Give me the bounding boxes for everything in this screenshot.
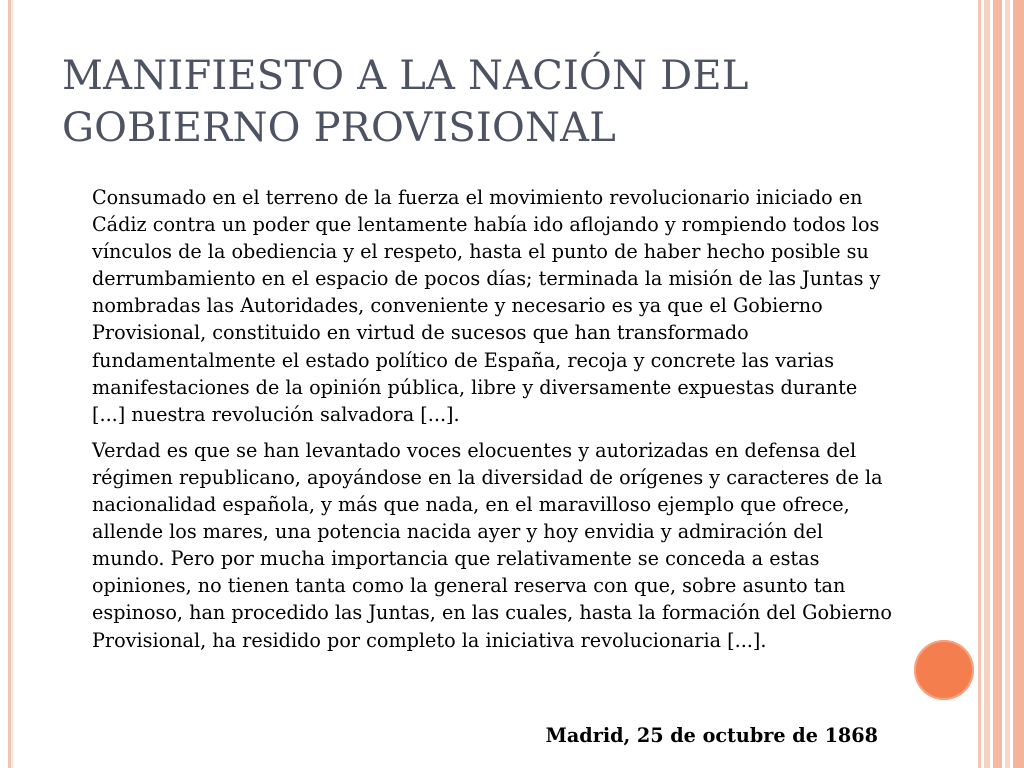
left-border-line-inner	[12, 0, 13, 768]
title-line-1: MANIFIESTO A LA NACIÓN DEL	[62, 53, 749, 99]
manifesto-body	[92, 184, 892, 654]
manifesto-paragraph-1: Consumado en el terreno de la fuerza el movimiento revolucionario iniciado en Cádiz contra un poder que lentamente había ido aflojando y rompiendo todos los vínculos de la obediencia y el respeto, hasta el punto de haber hecho posible su derrumbamiento en el espacio de pocos días; terminada la misión de las Juntas y nombradas las Autoridades, conveniente y necesario es ya que el Gobierno Provisional, constituido en virtud de sucesos que han transformado fundamentalmente el estado político de España, recoja y concrete las varias manifestaciones de la opinión pública, libre y diversamente expuestas durante [...] nuestra revolución salvadora [...].	[92, 186, 881, 426]
title-line-2: GOBIERNO PROVISIONAL	[62, 105, 617, 151]
right-stripe-2	[984, 0, 990, 768]
right-stripe-1	[978, 0, 981, 768]
orange-circle-decoration-icon	[914, 640, 974, 700]
right-stripe-3	[993, 0, 1002, 768]
manifesto-paragraph-2: Verdad es que se han levantado voces elocuentes y autorizadas en defensa del régimen republicano, apoyándose en la diversidad de orígenes y caracteres de la nacionalidad española, y más que nada, en el maravilloso ejemplo que ofrece, allende los mares, una potencia nacida ayer y hoy envidia y admiración del mundo. Pero por mucha importancia que relativamente se conceda a estas opiniones, no tienen tanta como la general reserva con que, sobre asunto tan espinoso, han procedido las Juntas, en las cuales, hasta la formación del Gobierno Provisional, ha residido por completo la iniciativa revolucionaria [...].	[92, 438, 892, 652]
right-stripe-4	[1005, 0, 1010, 768]
signature-date: Madrid, 25 de octubre de 1868	[545, 724, 878, 747]
slide-title	[62, 50, 942, 154]
right-stripe-5	[1013, 0, 1024, 768]
left-border-line	[8, 0, 11, 768]
